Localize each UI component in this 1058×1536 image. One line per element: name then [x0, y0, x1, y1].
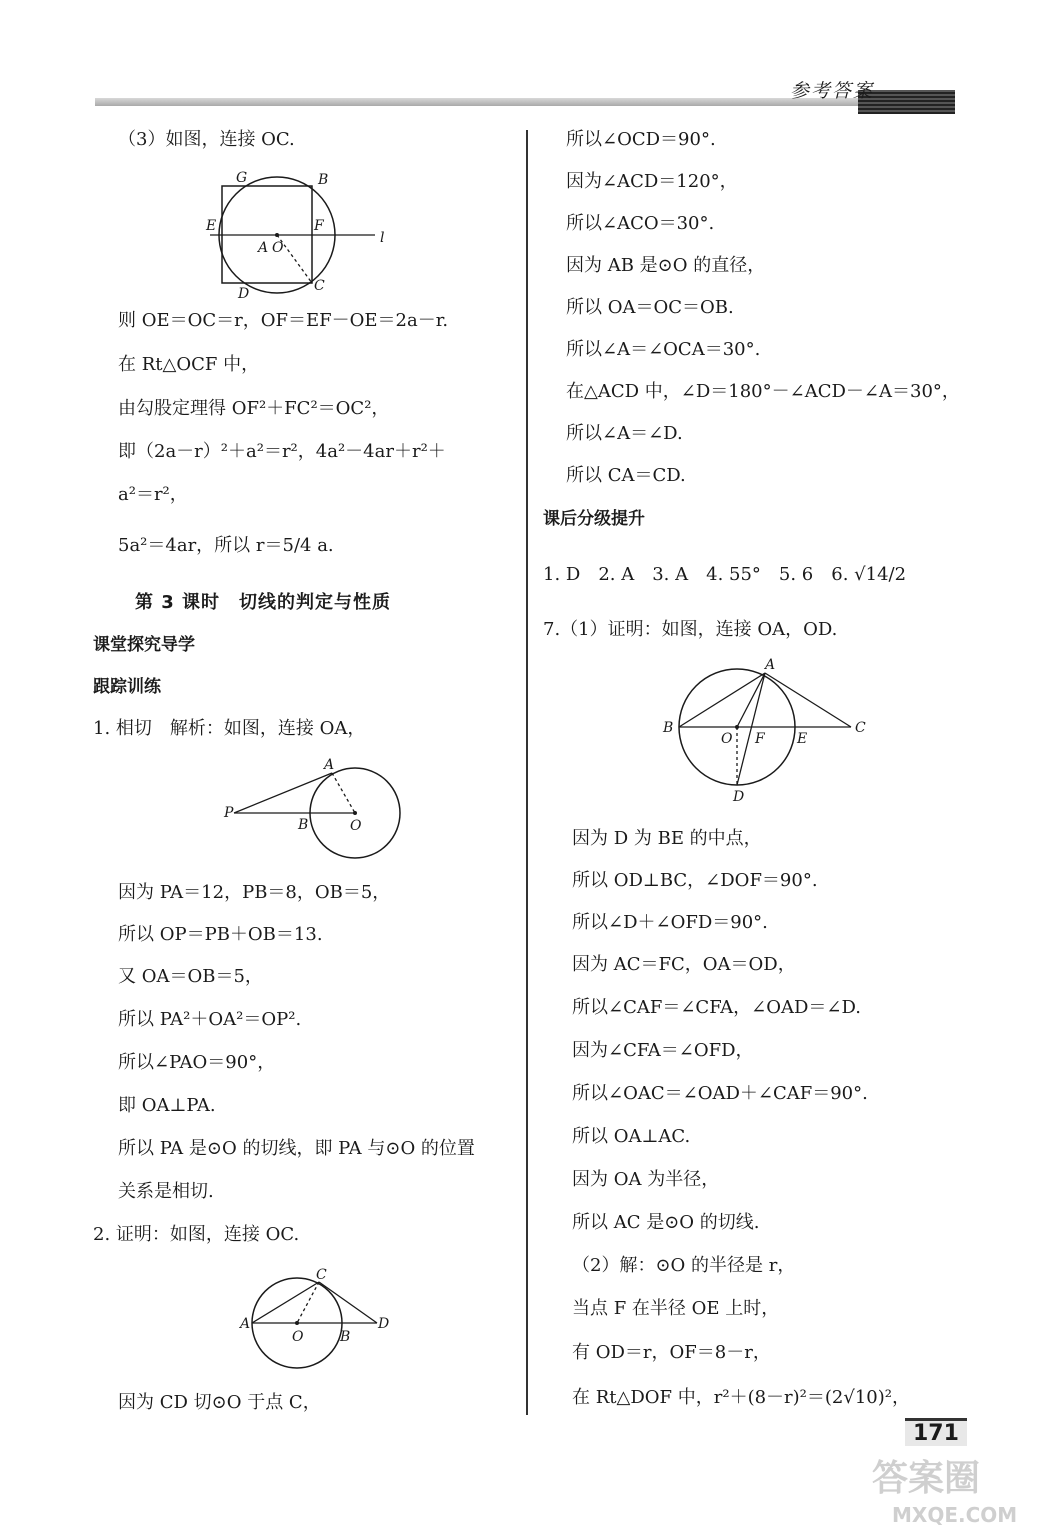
- item1-line: 所以 PA 是⊙O 的切线，即 PA 与⊙O 的位置: [118, 1138, 475, 1159]
- section-heading: 课堂探究导学: [93, 635, 195, 655]
- fig1-label-a: A: [258, 240, 269, 256]
- item7-line: 所以∠D＋∠OFD＝90°.: [572, 912, 768, 933]
- fig3-label-d: D: [378, 1316, 390, 1332]
- fig2-label-a: A: [324, 757, 335, 773]
- q3-intro: （3）如图，连接 OC.: [118, 129, 295, 150]
- section-heading: 课后分级提升: [543, 509, 645, 529]
- page-number: 171: [905, 1418, 967, 1446]
- item2-line: 因为 CD 切⊙O 于点 C，: [118, 1392, 321, 1413]
- watermark-logo: [862, 1448, 1042, 1528]
- item7-line: 所以 OD⊥BC，∠DOF＝90°.: [572, 870, 818, 891]
- item1-line: 因为 PA＝12，PB＝8，OB＝5，: [118, 882, 391, 903]
- item7-line: 所以 AC 是⊙O 的切线.: [572, 1212, 760, 1233]
- cont-line: 因为 AB 是⊙O 的直径，: [566, 255, 766, 276]
- item1-intro: 1. 相切 解析：如图，连接 OA，: [93, 718, 366, 739]
- item7-line: 因为 OA 为半径，: [572, 1169, 720, 1190]
- q3-line: 5a²＝4ar，所以 r＝5/4 a.: [118, 535, 334, 556]
- item7-line: 所以∠CAF＝∠CFA，∠OAD＝∠D.: [572, 997, 861, 1018]
- fig1-label-f: F: [314, 218, 324, 234]
- q3-line: 则 OE＝OC＝r，OF＝EF－OE＝2a－r.: [118, 310, 449, 331]
- answers-line: 1. D 2. A 3. A 4. 55° 5. 6 6. √14/2: [543, 564, 907, 585]
- item7-line: 当点 F 在半径 OE 上时，: [572, 1298, 780, 1319]
- item7-line: 因为 D 为 BE 的中点，: [572, 828, 762, 849]
- fig4-label-d: D: [733, 789, 745, 805]
- item1-line: 所以 PA²＋OA²＝OP².: [118, 1009, 302, 1030]
- cont-line: 所以 CA＝CD.: [566, 465, 686, 486]
- item7-line: 在 Rt△DOF 中，r²＋(8－r)²＝(2√10)²，: [572, 1387, 910, 1408]
- fig2-label-p: P: [224, 805, 234, 821]
- watermark-sub: MXQE.COM: [892, 1503, 1018, 1527]
- cont-line: 所以∠OCD＝90°.: [566, 129, 716, 150]
- fig2-label-b: B: [298, 817, 309, 833]
- fig4-label-o: O: [721, 731, 733, 747]
- figure-tangent-pa: [222, 755, 412, 865]
- fig1-label-c: C: [314, 278, 325, 294]
- fig4-label-b: B: [663, 720, 674, 736]
- header-label: 参考答案: [790, 80, 875, 102]
- cont-line: 因为∠ACD＝120°，: [566, 171, 738, 192]
- item2-intro: 2. 证明：如图，连接 OC.: [93, 1224, 300, 1245]
- fig1-label-o: O: [272, 240, 284, 256]
- item7-intro: 7.（1）证明：如图，连接 OA，OD.: [543, 619, 838, 640]
- fig1-label-d: D: [238, 286, 250, 302]
- column-divider: [526, 130, 528, 1415]
- item7-line: 因为∠CFA＝∠OFD，: [572, 1040, 754, 1061]
- fig4-label-a: A: [765, 657, 776, 673]
- cont-line: 所以∠A＝∠OCA＝30°.: [566, 339, 761, 360]
- figure-square-circle: [200, 170, 400, 305]
- figure-item7: [655, 655, 875, 805]
- q3-line: a²＝r²，: [118, 484, 188, 505]
- watermark-main: 答案圈: [872, 1458, 981, 1499]
- item1-line: 即 OA⊥PA.: [118, 1095, 216, 1116]
- q3-line: 即（2a－r）²＋a²＝r²，4a²－4ar＋r²＋: [118, 441, 446, 462]
- cont-line: 在△ACD 中，∠D＝180°－∠ACD－∠A＝30°，: [566, 381, 960, 402]
- item1-line: 所以∠PAO＝90°，: [118, 1052, 276, 1073]
- item1-line: 又 OA＝OB＝5，: [118, 966, 263, 987]
- fig1-label-l: l: [380, 230, 385, 246]
- fig3-label-a: A: [240, 1316, 251, 1332]
- item7-line: 所以 OA⊥AC.: [572, 1126, 691, 1147]
- item1-line: 所以 OP＝PB＋OB＝13.: [118, 924, 323, 945]
- fig3-label-b: B: [340, 1329, 351, 1345]
- fig4-label-c: C: [855, 720, 866, 736]
- figure-tangent-cd: [232, 1263, 402, 1388]
- lesson-title: 第 3 课时 切线的判定与性质: [135, 592, 392, 613]
- item7-line: 因为 AC＝FC，OA＝OD，: [572, 954, 796, 975]
- fig2-label-o: O: [350, 818, 362, 834]
- cont-line: 所以∠ACO＝30°.: [566, 213, 715, 234]
- q3-line: 由勾股定理得 OF²＋FC²＝OC²，: [118, 398, 390, 419]
- cont-line: 所以∠A＝∠D.: [566, 423, 683, 444]
- item7-line: 有 OD＝r，OF＝8－r，: [572, 1342, 771, 1363]
- fig4-label-e: E: [797, 731, 808, 747]
- item7-line: （2）解：⊙O 的半径是 r，: [572, 1255, 796, 1276]
- fig3-label-c: C: [316, 1267, 327, 1283]
- fig1-label-e: E: [206, 218, 217, 234]
- q3-line: 在 Rt△OCF 中，: [118, 354, 260, 375]
- cont-line: 所以 OA＝OC＝OB.: [566, 297, 734, 318]
- item7-line: 所以∠OAC＝∠OAD＋∠CAF＝90°.: [572, 1083, 868, 1104]
- fig1-label-g: G: [236, 170, 248, 186]
- section-heading: 跟踪训练: [93, 677, 161, 697]
- fig3-label-o: O: [292, 1329, 304, 1345]
- fig1-label-b: B: [318, 172, 329, 188]
- item1-line: 关系是相切.: [118, 1181, 214, 1202]
- fig4-label-f: F: [755, 731, 765, 747]
